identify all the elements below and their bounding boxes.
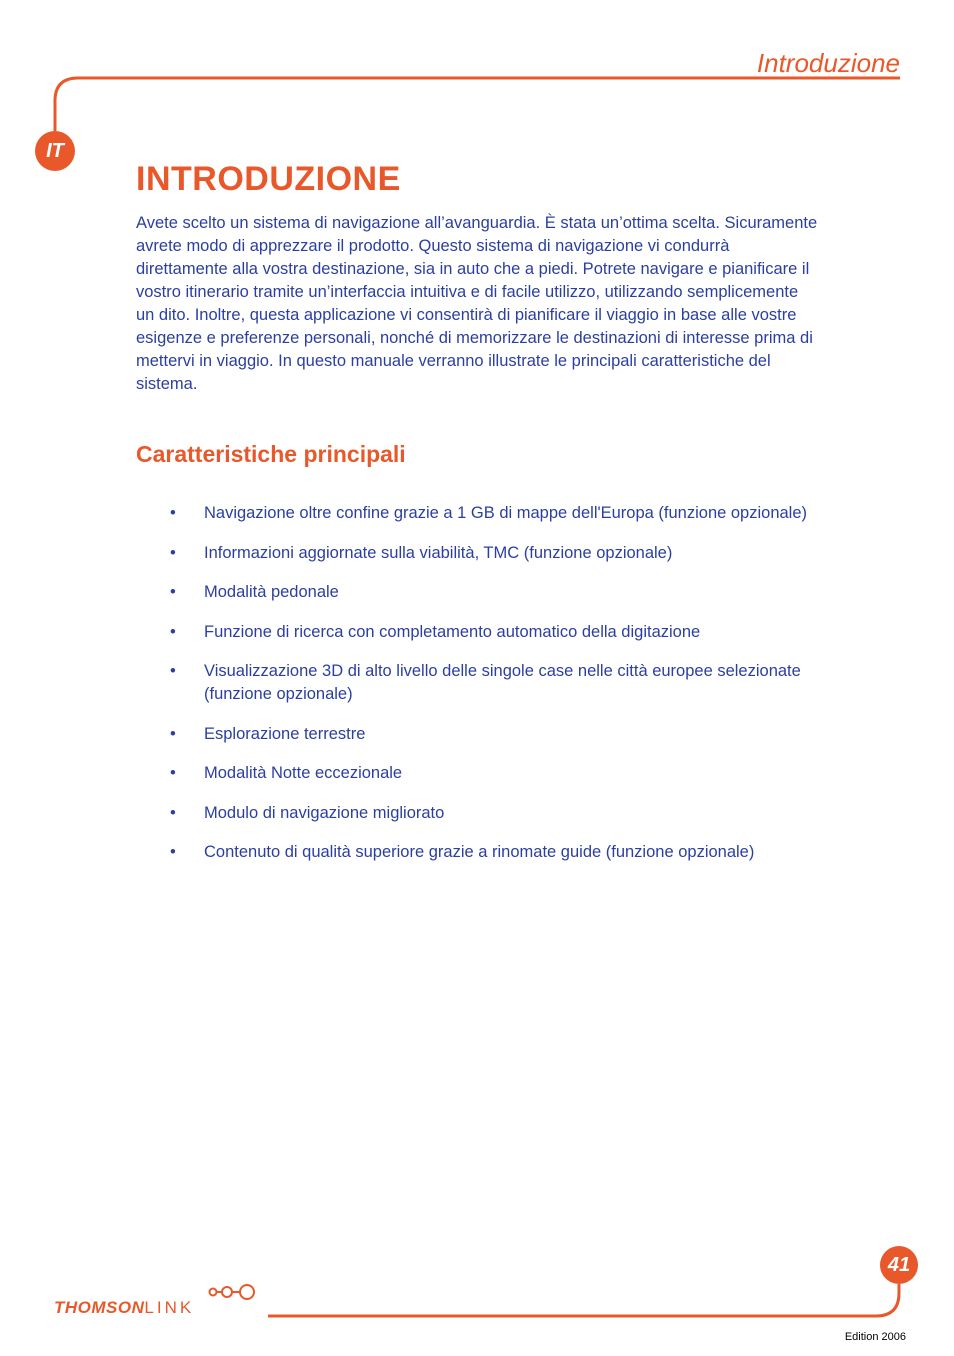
feature-list (170, 502, 830, 881)
list-item-text: Funzione di ricerca con completamento automatico della digitazione (204, 622, 701, 641)
thomson-link-logo (54, 1298, 194, 1318)
bullet-icon: • (170, 662, 176, 680)
list-item (170, 621, 830, 644)
list-item-text: Modulo di navigazione migliorato (204, 803, 445, 822)
page-number-badge: 41 (880, 1246, 918, 1284)
bottom-frame-line (268, 1284, 899, 1316)
bullet-icon: • (170, 724, 176, 743)
bullet-icon: • (170, 504, 176, 522)
list-item-text: Modalità Notte eccezionale (204, 764, 403, 782)
list-item-text: Informazioni aggiornate sulla viabilità, TMC (funzione opzionale) (204, 543, 673, 562)
list-item-text: Esplorazione terrestre (204, 724, 366, 743)
bullet-icon: • (170, 803, 176, 822)
list-item (170, 502, 830, 525)
top-frame-line (55, 78, 900, 131)
list-item (170, 802, 830, 825)
page-title: INTRODUZIONE (136, 160, 401, 198)
list-item-text: Navigazione oltre confine grazie a 1 GB di mappe dell'Europa (funzione opzionale) (204, 504, 808, 522)
bullet-icon: • (170, 583, 176, 601)
running-header-title: Introduzione (756, 48, 900, 78)
list-item-text: Contenuto di qualità superiore grazie a rinomate guide (funzione opzionale) (204, 843, 755, 861)
list-item (170, 581, 830, 604)
list-item (170, 723, 830, 746)
logo-suffix: LINK (144, 1298, 195, 1317)
language-badge: IT (35, 131, 75, 171)
bullet-icon: • (170, 543, 176, 562)
list-item-text: Modalità pedonale (204, 583, 339, 601)
link-logo-circles-icon (210, 1285, 255, 1299)
logo-brand: THOMSON (54, 1298, 145, 1317)
list-item (170, 841, 830, 864)
section-title: Caratteristiche principali (136, 441, 406, 467)
edition-label: Edition 2006 (844, 1331, 906, 1343)
list-item (170, 660, 830, 706)
bullet-icon: • (170, 764, 176, 782)
bullet-icon: • (170, 622, 176, 641)
intro-paragraph: Avete scelto un sistema di navigazione all’avanguardia. È stata un’ottima scelta. Sicuramente avrete modo di apprezzare il prodotto. Questo sistema di navigazione vi condurrà direttamente alla vostra destinazione, sia in auto che a piedi. Potrete navigare e pianificare il vostro itinerario tramite un’interfaccia intuitiva e di facile utilizzo, utilizzando semplicemente un dito. Inoltre, questa applicazione vi consentirà di pianificare il viaggio in base alle vostre esigenze e preferenze personali, nonché di memorizzare le destinazioni di interesse prima di mettervi in viaggio. In questo manuale verranno illustrate le principali caratteristiche del sistema. (136, 214, 818, 393)
list-item (170, 542, 830, 565)
list-item (170, 762, 830, 785)
list-item-text: Visualizzazione 3D di alto livello delle singole case nelle città europee selezionate (funzione opzionale) (204, 662, 801, 703)
bullet-icon: • (170, 843, 176, 861)
